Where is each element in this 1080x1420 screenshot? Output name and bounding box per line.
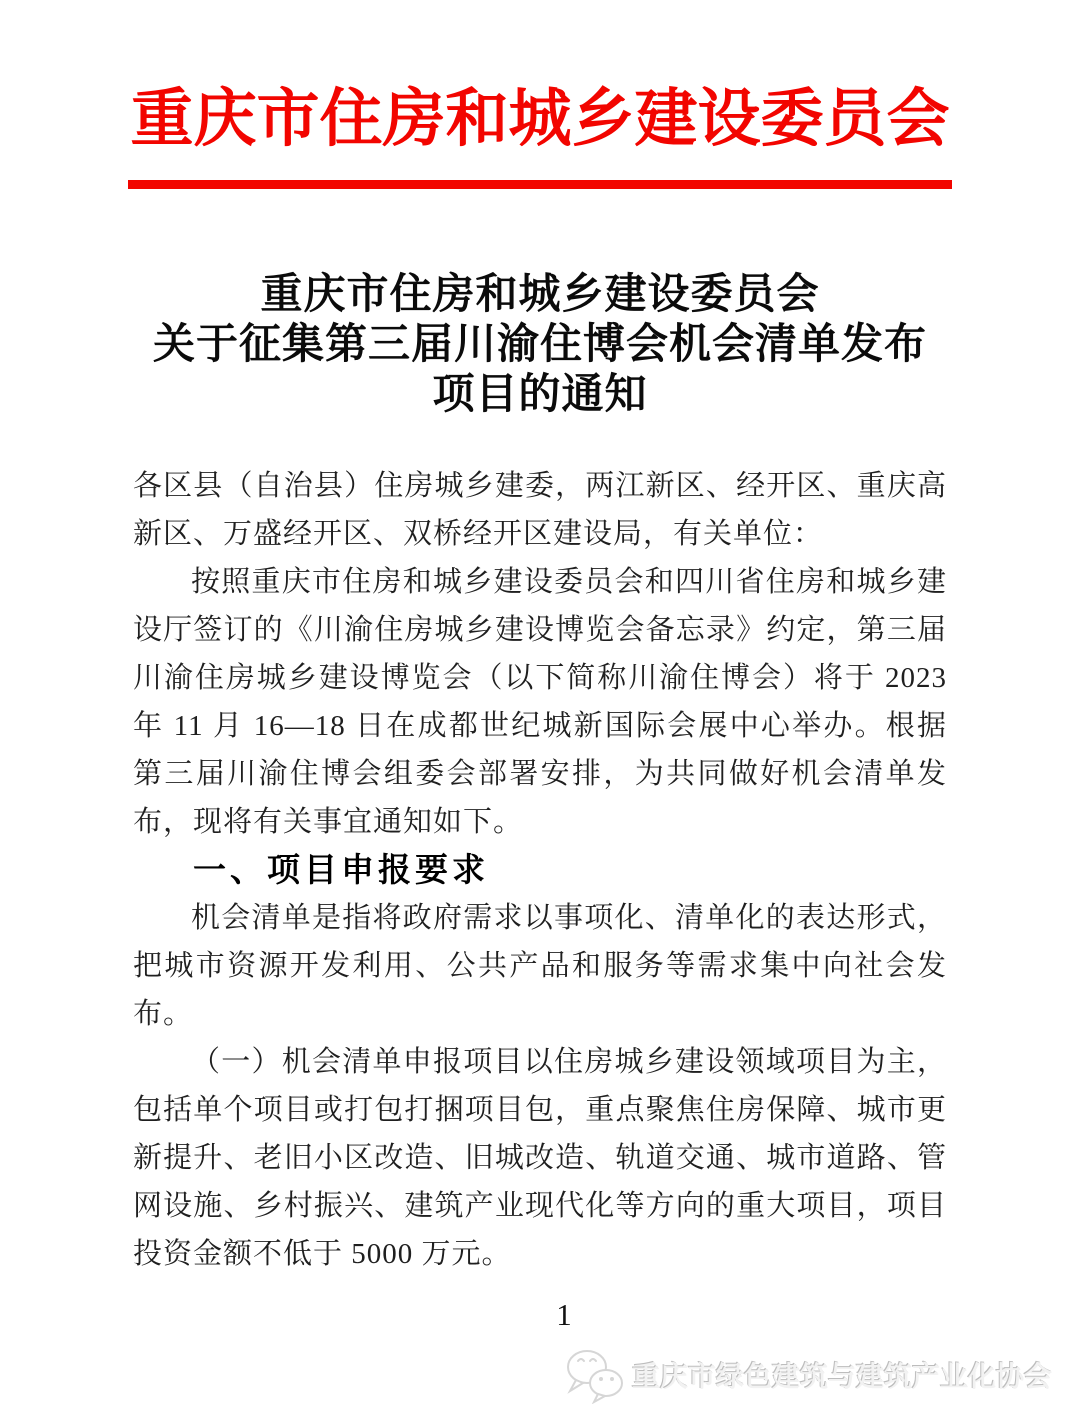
document-title-line-2: 关于征集第三届川渝住博会机会清单发布	[152, 322, 927, 368]
letterhead-rule	[128, 180, 952, 189]
definition-paragraph: 机会清单是指将政府需求以事项化、清单化的表达形式，把城市资源开发利用、公共产品和服务等需求集中向社会发布。	[133, 902, 947, 1030]
document-title	[0, 270, 1080, 420]
page-number: 1	[556, 1297, 572, 1332]
watermark-text: 重庆市绿色建筑与建筑产业化协会	[631, 1361, 1052, 1392]
background-paragraph: 按照重庆市住房和城乡建设委员会和四川省住房和城乡建设厅签订的《川渝住房城乡建设博览会备忘录》约定，第三届川渝住房城乡建设博览会（以下简称川渝住博会）将于 2023 年 11 月 16—18 日在成都世纪城新国际会展中心举办。根据第三届川渝住博会组委会部署安排，为共同做好机会清单发布，现将有关事宜通知如下。	[133, 566, 947, 838]
document-title-line-1: 重庆市住房和城乡建设委员会	[260, 272, 820, 318]
section-heading: 一、项目申报要求	[193, 851, 489, 888]
watermark	[564, 1346, 1052, 1404]
letterhead-title: 重庆市住房和城乡建设委员会	[130, 84, 950, 154]
scope-paragraph: （一）机会清单申报项目以住房城乡建设领域项目为主，包括单个项目或打包打捆项目包，重点聚焦住房保障、城市更新提升、老旧小区改造、旧城改造、轨道交通、城市道路、管网设施、乡村振兴、建筑产业现代化等方向的重大项目，项目投资金额不低于 5000 万元。	[133, 1046, 947, 1270]
document-title-line-3: 项目的通知	[432, 372, 648, 418]
wechat-icon	[564, 1346, 626, 1404]
salutation-paragraph: 各区县（自治县）住房城乡建委，两江新区、经开区、重庆高新区、万盛经开区、双桥经开区建设局，有关单位：	[133, 470, 947, 550]
document-body	[133, 462, 947, 1278]
